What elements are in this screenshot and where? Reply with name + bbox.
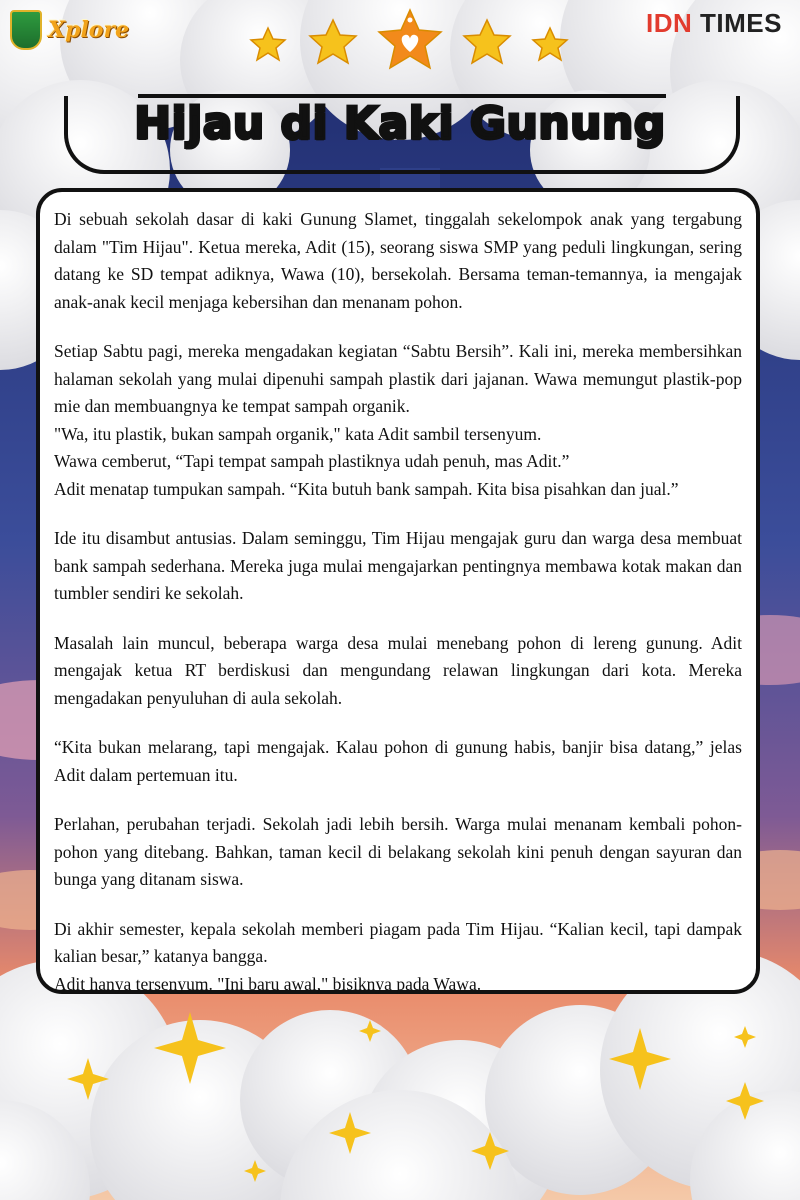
star-icon [251,28,285,60]
idn-logo-text: IDN [646,8,693,38]
story-paragraph [54,916,742,999]
story-paragraph: “Kita bukan melarang, tapi mengajak. Kalau pohon di gunung habis, banjir bisa datang,” jelas Adit dalam pertemuan itu. [54,737,742,785]
dialogue-line: Wawa cemberut, “Tapi tempat sampah plastiknya udah penuh, mas Adit.” [54,451,570,471]
dialogue-line: "Wa, itu plastik, bukan sampah organik," kata Adit sambil tersenyum. [54,423,542,444]
closing-line: Adit hanya tersenyum. "Ini baru awal," bisiknya pada Wawa. [54,973,482,994]
story-paragraph: Di sebuah sekolah dasar di kaki Gunung Slamet, tinggalah sekelompok anak yang tergabung dalam "Tim Hijau". Ketua mereka, Adit (15), seorang siswa SMP yang peduli lingkungan, sering datang ke SD tempat adiknya, Wawa (10), bersekolah. Bersama teman-temannya, ia mengajak anak-anak kecil menjaga kebersihan dan menanam pohon. [54,209,742,312]
dialogue-line: Adit menatap tumpukan sampah. “Kita butuh bank sampah. Kita bisa pisahkan dan jual.” [54,478,679,499]
story-paragraph [54,338,742,503]
page-title: Hijau di Kaki Gunung [134,98,666,149]
idn-times-logo [646,8,782,39]
regency-crest-icon [10,10,42,50]
story-paragraph: Perlahan, perubahan terjadi. Sekolah jadi lebih bersih. Warga mulai menanam kembali pohon-pohon yang ditebang. Bahkan, taman kecil di belakang sekolah kini penuh dengan sayuran dan bunga yang ditanam siswa. [54,814,742,889]
story-paragraph: Masalah lain muncul, beberapa warga desa mulai menebang pohon di lereng gunung. Adit mengajak ketua RT berdiskusi dan mengundang relawan lingkungan dari kota. Mereka mengadakan penyuluhan di aula sekolah. [54,632,742,708]
story-text [54,206,742,998]
top-stars-decoration [240,8,570,78]
xplore-logo [10,10,129,50]
story-paragraph: Ide itu disambut antusias. Dalam seminggu, Tim Hijau mengajak guru dan warga desa membuat bank sampah sederhana. Mereka juga mulai mengajarkan pentingnya membawa kotak makan dan tumbler sendiri ke sekolah. [54,528,742,603]
story-card [36,188,760,994]
story-paragraph-text: Di akhir semester, kepala sekolah memberi piagam pada Tim Hijau. “Kalian kecil, tapi dampak kalian besar,” katanya bangga. [54,918,742,966]
star-icon [310,20,356,63]
star-icon [533,28,567,60]
star-icon [464,20,510,63]
story-paragraph-text: Setiap Sabtu pagi, mereka mengadakan kegiatan “Sabtu Bersih”. Kali ini, mereka membersihkan halaman sekolah yang mulai dipenuhi sampah plastik dari jajanan. Wawa memungut plastik-pop mie dan membuangnya ke tempat sampah organik. [54,341,742,416]
xplore-logo-text: Xplore [48,17,130,43]
times-logo-text: TIMES [700,8,782,38]
